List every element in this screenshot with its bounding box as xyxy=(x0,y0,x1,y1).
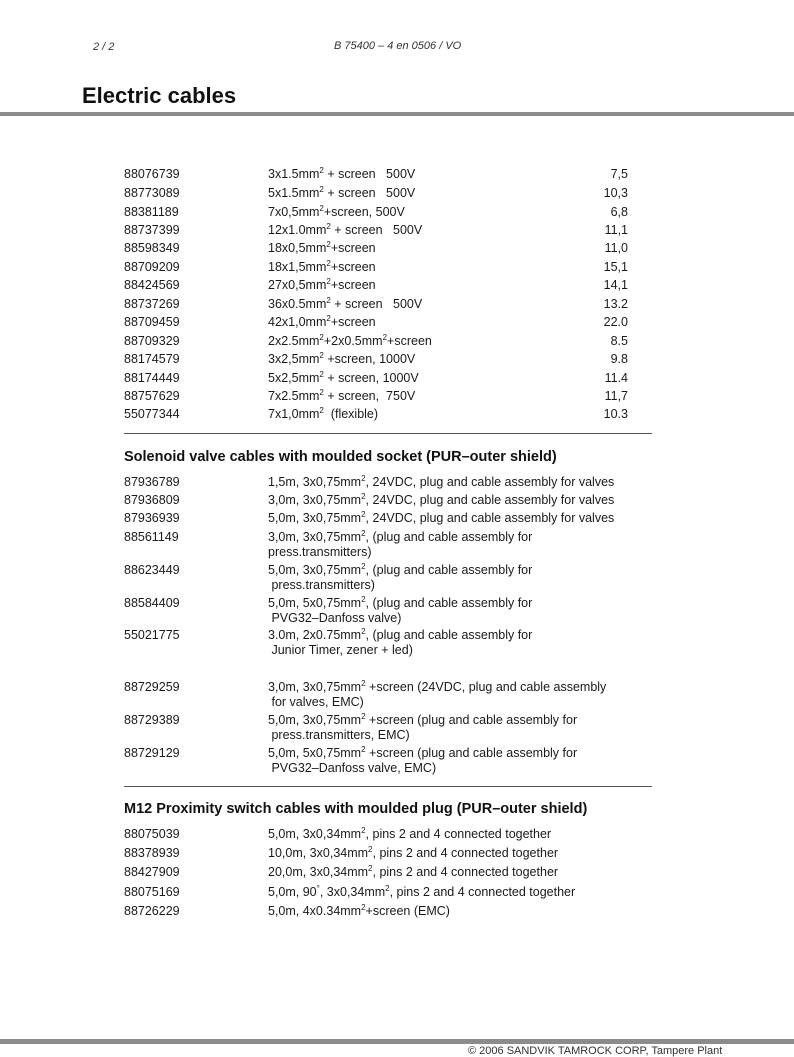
cable-description xyxy=(268,371,419,386)
desc-text: 27x0,5mm xyxy=(268,278,327,292)
part-number: 88709329 xyxy=(124,334,180,348)
cable-description xyxy=(268,827,551,842)
cable-description xyxy=(268,223,422,238)
cable-description xyxy=(268,596,532,626)
desc-text: +screen, 500V xyxy=(323,205,405,219)
part-number: 55077344 xyxy=(124,407,180,421)
desc-text: 5x2,5mm xyxy=(268,371,320,385)
cable-description xyxy=(268,241,376,256)
desc-text: 3,0m, 3x0,75mm xyxy=(268,530,362,544)
superscript: 2 xyxy=(319,350,324,360)
desc-text: Junior Timer, zener + led) xyxy=(268,643,413,657)
desc-text: 2x2.5mm xyxy=(268,334,320,348)
cable-value: 11,7 xyxy=(604,389,628,403)
desc-text: 12x1.0mm xyxy=(268,223,327,237)
part-number: 88076739 xyxy=(124,167,180,181)
cable-description xyxy=(268,407,378,422)
desc-text: +screen (EMC) xyxy=(365,904,450,918)
superscript: 2 xyxy=(361,473,366,483)
cable-description xyxy=(268,475,614,490)
cable-value: 22.0 xyxy=(603,315,628,329)
desc-text: , (plug and cable assembly for xyxy=(365,596,533,610)
part-number: 55021775 xyxy=(124,628,180,642)
section-divider xyxy=(124,433,652,434)
superscript: 2 xyxy=(368,844,373,854)
cable-value: 11,1 xyxy=(604,223,628,237)
cable-value: 11,0 xyxy=(604,241,628,255)
part-number: 88075169 xyxy=(124,885,180,899)
part-number: 88174449 xyxy=(124,371,180,385)
section-divider xyxy=(124,786,652,787)
cable-description xyxy=(268,530,532,560)
desc-text: , pins 2 and 4 connected together xyxy=(389,885,576,899)
cable-description xyxy=(268,186,415,201)
part-number: 88174579 xyxy=(124,352,180,366)
cable-description xyxy=(268,846,558,861)
superscript: 2 xyxy=(361,561,366,571)
desc-text: press.transmitters, EMC) xyxy=(268,728,410,742)
desc-text: 5,0m, 3x0,75mm xyxy=(268,511,362,525)
cable-description xyxy=(268,260,376,275)
part-number: 88737269 xyxy=(124,297,180,311)
superscript: 2 xyxy=(361,825,366,835)
superscript: 2 xyxy=(361,626,366,636)
part-number: 87936809 xyxy=(124,493,180,507)
cable-description xyxy=(268,315,376,330)
superscript: 2 xyxy=(326,313,331,323)
desc-text: 3,0m, 3x0,75mm xyxy=(268,493,362,507)
desc-text: 7x2.5mm xyxy=(268,389,320,403)
page-number: 2 / 2 xyxy=(93,41,115,53)
desc-text: 3,0m, 3x0,75mm xyxy=(268,680,362,694)
part-number: 88623449 xyxy=(124,563,180,577)
superscript: 2 xyxy=(361,528,366,538)
desc-text: +screen (plug and cable assembly for xyxy=(365,713,578,727)
desc-text: 3x2,5mm xyxy=(268,352,320,366)
cable-description xyxy=(268,389,415,404)
part-number: 88773089 xyxy=(124,186,180,200)
cable-value: 14,1 xyxy=(603,278,628,292)
cable-value: 11.4 xyxy=(604,371,628,385)
desc-text: +screen, 1000V xyxy=(323,352,416,366)
cable-description xyxy=(268,167,415,182)
desc-text: + screen 500V xyxy=(323,186,416,200)
cable-description xyxy=(268,334,432,349)
cable-description xyxy=(268,628,532,658)
part-number: 88424569 xyxy=(124,278,180,292)
part-number: 88561149 xyxy=(124,530,179,544)
superscript: 2 xyxy=(361,902,366,912)
desc-text: 5,0m, 3x0,75mm xyxy=(268,713,362,727)
desc-text: 5,0m, 5x0,75mm xyxy=(268,596,362,610)
desc-text: + screen, 1000V xyxy=(323,371,419,385)
cable-value: 9.8 xyxy=(610,352,628,366)
part-number: 88075039 xyxy=(124,827,180,841)
solenoid-section-title: Solenoid valve cables with moulded socket (PUR–outer shield) xyxy=(124,449,557,465)
part-number: 88729389 xyxy=(124,713,180,727)
desc-text: + screen, 750V xyxy=(323,389,416,403)
desc-text: , (plug and cable assembly for xyxy=(365,530,533,544)
cable-description xyxy=(268,297,422,312)
cable-description xyxy=(268,746,577,776)
desc-text: 10,0m, 3x0,34mm xyxy=(268,846,369,860)
part-number: 88584409 xyxy=(124,596,180,610)
desc-text: + screen 500V xyxy=(330,297,423,311)
desc-text: +screen (plug and cable assembly for xyxy=(365,746,578,760)
desc-text: , pins 2 and 4 connected together xyxy=(372,846,559,860)
superscript: 2 xyxy=(361,744,366,754)
desc-text: + screen 500V xyxy=(323,167,416,181)
superscript: 2 xyxy=(319,405,324,415)
part-number: 88709209 xyxy=(124,260,180,274)
desc-text: 1,5m, 3x0,75mm xyxy=(268,475,362,489)
part-number: 88598349 xyxy=(124,241,180,255)
desc-text: 36x0.5mm xyxy=(268,297,327,311)
cable-description xyxy=(268,278,376,293)
cable-description xyxy=(268,563,532,593)
desc-text: 5x1.5mm xyxy=(268,186,320,200)
part-number: 88726229 xyxy=(124,904,180,918)
part-number: 88729129 xyxy=(124,746,180,760)
part-number: 87936789 xyxy=(124,475,180,489)
cable-description xyxy=(268,904,450,919)
desc-text: 18x1,5mm xyxy=(268,260,327,274)
superscript: 2 xyxy=(361,509,366,519)
cable-description xyxy=(268,352,415,367)
superscript: 2 xyxy=(319,369,324,379)
desc-text: +screen (24VDC, plug and cable assembly xyxy=(365,680,607,694)
superscript: 2 xyxy=(326,258,331,268)
superscript: 2 xyxy=(319,184,324,194)
superscript: 2 xyxy=(326,295,331,305)
desc-text: 5,0m, 5x0,75mm xyxy=(268,746,362,760)
superscript: ° xyxy=(316,883,320,893)
cable-value: 13.2 xyxy=(603,297,628,311)
desc-text: , (plug and cable assembly for xyxy=(365,628,533,642)
cable-description xyxy=(268,885,575,900)
header-rule xyxy=(0,112,794,116)
part-number: 88709459 xyxy=(124,315,180,329)
superscript: 2 xyxy=(368,863,373,873)
m12-section-title: M12 Proximity switch cables with moulded plug (PUR–outer shield) xyxy=(124,801,588,817)
superscript: 2 xyxy=(361,491,366,501)
part-number: 88378939 xyxy=(124,846,180,860)
page-title: Electric cables xyxy=(82,83,237,108)
cable-value: 10.3 xyxy=(603,407,628,421)
part-number: 87936939 xyxy=(124,511,180,525)
desc-text: , pins 2 and 4 connected together xyxy=(372,865,559,879)
desc-text: for valves, EMC) xyxy=(268,695,364,709)
cable-value: 8.5 xyxy=(610,334,628,348)
superscript: 2 xyxy=(326,221,331,231)
desc-text: , (plug and cable assembly for xyxy=(365,563,533,577)
part-number: 88427909 xyxy=(124,865,180,879)
desc-text: press.transmitters) xyxy=(268,545,372,559)
part-number: 88381189 xyxy=(124,205,179,219)
desc-text: , 24VDC, plug and cable assembly for valves xyxy=(365,493,615,507)
desc-text: PVG32–Danfoss valve) xyxy=(268,611,402,625)
cable-description xyxy=(268,680,606,710)
desc-text: +screen xyxy=(330,278,376,292)
cable-description xyxy=(268,205,405,220)
cable-value: 10,3 xyxy=(603,186,628,200)
desc-text: +screen xyxy=(387,334,432,348)
desc-text: +screen xyxy=(330,241,376,255)
desc-text: 3x1.5mm xyxy=(268,167,320,181)
desc-text: , 24VDC, plug and cable assembly for valves xyxy=(365,511,615,525)
part-number: 88729259 xyxy=(124,680,180,694)
copyright-footer: © 2006 SANDVIK TAMROCK CORP, Tampere Plant xyxy=(468,1045,723,1057)
superscript: 2 xyxy=(326,276,331,286)
superscript: 2 xyxy=(382,332,388,342)
desc-text: PVG32–Danfoss valve, EMC) xyxy=(268,761,437,775)
desc-text: 7x0,5mm xyxy=(268,205,320,219)
desc-text: 20,0m, 3x0,34mm xyxy=(268,865,369,879)
superscript: 2 xyxy=(361,711,366,721)
desc-text: 5,0m, 4x0.34mm xyxy=(268,904,362,918)
desc-text: press.transmitters) xyxy=(268,578,375,592)
desc-text: +screen xyxy=(330,260,376,274)
desc-text: 18x0,5mm xyxy=(268,241,327,255)
desc-text: + screen 500V xyxy=(330,223,423,237)
desc-text: 5,0m, 3x0,75mm xyxy=(268,563,362,577)
desc-text: , 24VDC, plug and cable assembly for valves xyxy=(365,475,615,489)
cable-description xyxy=(268,493,614,508)
superscript: 2 xyxy=(361,678,366,688)
document-code: B 75400 – 4 en 0506 / VO xyxy=(334,40,462,52)
superscript: 2 xyxy=(319,165,324,175)
desc-text: , 3x0,34mm xyxy=(319,885,386,899)
superscript: 2 xyxy=(326,239,331,249)
cable-value: 6,8 xyxy=(610,205,628,219)
superscript: 2 xyxy=(319,387,324,397)
superscript: 2 xyxy=(385,883,390,893)
desc-text: 42x1,0mm xyxy=(268,315,327,329)
cable-description xyxy=(268,865,558,880)
desc-text: 3.0m, 2x0.75mm xyxy=(268,628,362,642)
footer-rule xyxy=(0,1039,794,1044)
superscript: 2 xyxy=(319,332,324,342)
desc-text: 7x1,0mm xyxy=(268,407,320,421)
part-number: 88737399 xyxy=(124,223,180,237)
desc-text: +screen xyxy=(330,315,376,329)
cable-value: 15,1 xyxy=(603,260,628,274)
cable-value: 7,5 xyxy=(610,167,628,181)
desc-text: 5,0m, 90 xyxy=(268,885,317,899)
desc-text: +2x0.5mm xyxy=(323,334,383,348)
cable-description xyxy=(268,713,577,743)
superscript: 2 xyxy=(319,203,324,213)
cable-description xyxy=(268,511,614,526)
desc-text: , pins 2 and 4 connected together xyxy=(365,827,552,841)
superscript: 2 xyxy=(361,594,366,604)
part-number: 88757629 xyxy=(124,389,180,403)
desc-text: (flexible) xyxy=(323,407,379,421)
desc-text: 5,0m, 3x0,34mm xyxy=(268,827,362,841)
